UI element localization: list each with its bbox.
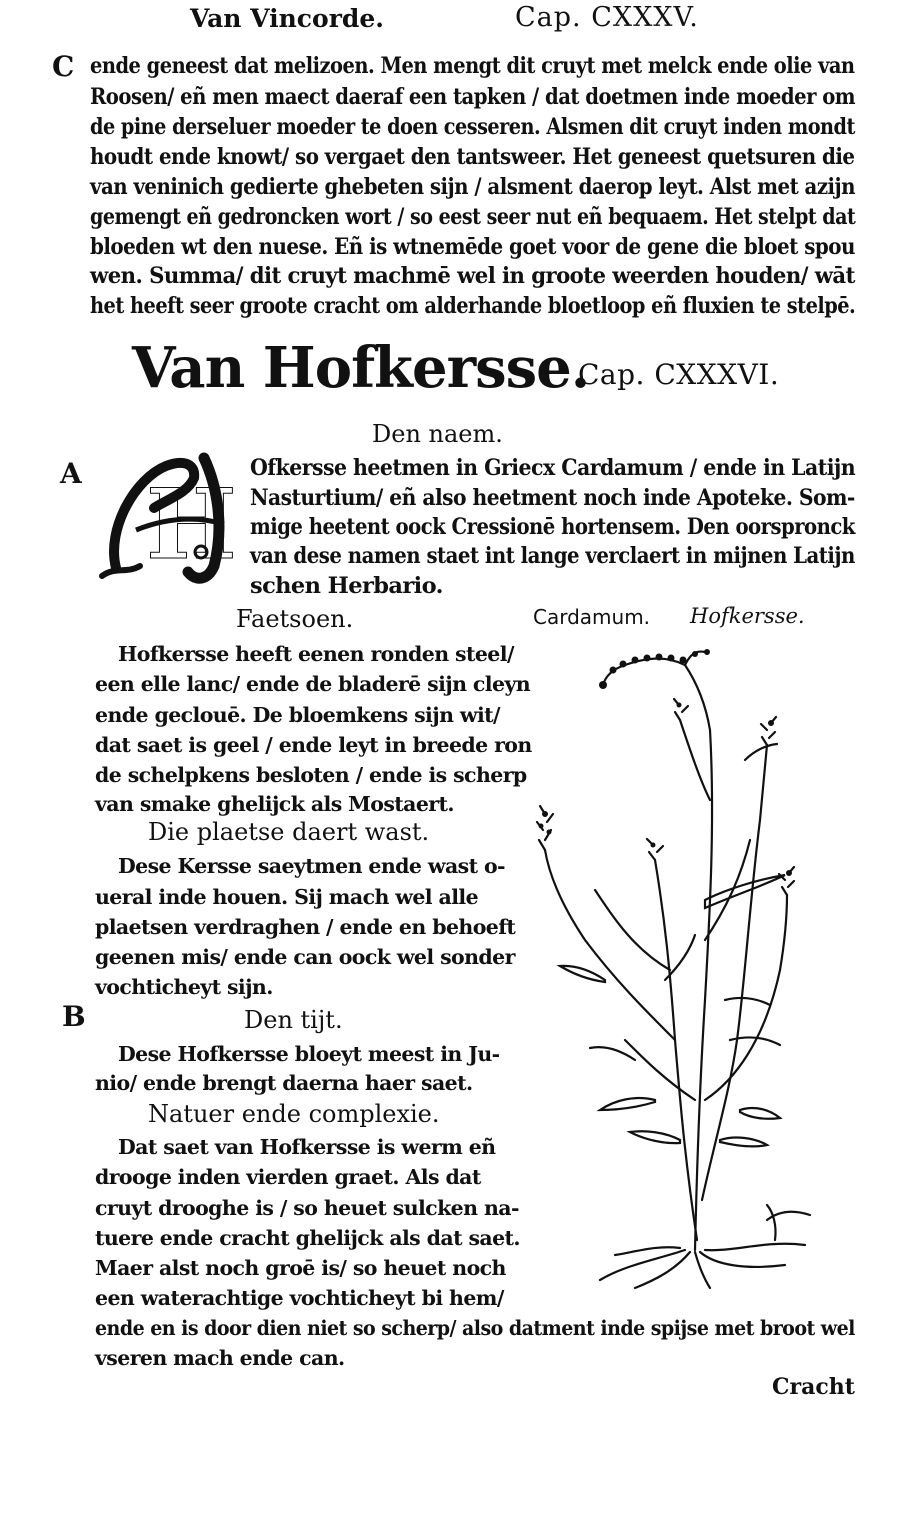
text-line: van veninich gedierte ghebeten sijn / alsment daerop leyt. Alst met azijn <box>90 174 856 200</box>
text-line: geenen mis/ ende can oock wel sonder <box>95 945 515 969</box>
text-line: wen. Summa/ dit cruyt machmē wel in groote weerden houden/ wāt <box>90 263 855 289</box>
running-head-left: Van Vincorde. <box>190 4 384 33</box>
text-line: vseren mach ende can. <box>95 1346 345 1370</box>
margin-marker-a: A <box>60 457 82 490</box>
text-line: mige heetent oock Cressionē hortensem. Den oorspronck <box>250 514 855 540</box>
margin-marker-c: C <box>52 50 75 83</box>
text-line: Hofkersse heeft eenen ronden steel/ <box>118 642 514 666</box>
figure-caption-dutch: Hofkersse. <box>690 604 805 628</box>
catchword: Cracht <box>772 1374 855 1400</box>
text-line: van smake ghelijck als Mostaert. <box>95 792 454 816</box>
figure-caption-latin: Cardamum. <box>533 605 651 629</box>
text-line: Dat saet van Hofkersse is werm eñ <box>118 1135 496 1159</box>
section-heading-den-naem: Den naem. <box>372 420 503 448</box>
text-line: het heeft seer groote cracht om alderhande bloetloop eñ fluxien te stelpē. <box>90 293 856 319</box>
hofkersse-woodcut-illustration <box>505 640 835 1290</box>
text-line: cruyt drooghe is / so heuet sulcken na- <box>95 1196 519 1220</box>
text-line: van dese namen staet int lange verclaert in mijnen Latijn <box>250 543 855 569</box>
text-line: Dese Hofkersse bloeyt meest in Ju- <box>118 1042 500 1066</box>
text-line: dat saet is geel / ende leyt in breede ron <box>95 733 532 757</box>
margin-marker-b: B <box>62 1000 86 1033</box>
section-heading-faetsoen: Faetsoen. <box>236 605 354 633</box>
text-line: nio/ ende brengt daerna haer saet. <box>95 1071 473 1095</box>
text-line: ende en is door dien niet so scherp/ also datment inde spijse met broot wel <box>95 1316 855 1340</box>
text-line: ende geclouē. De bloemkens sijn wit/ <box>95 703 500 727</box>
decorated-initial <box>96 448 246 588</box>
section-heading-natuer: Natuer ende complexie. <box>148 1100 440 1128</box>
text-line: vochticheyt sijn. <box>95 975 273 999</box>
text-line: schen Herbario. <box>250 573 443 599</box>
running-head-right: Cap. CXXXV. <box>515 2 699 33</box>
text-line: houdt ende knowt/ so vergaet den tantsweer. Het geneest quetsuren die <box>90 144 855 170</box>
text-line: ueral inde houen. Sij mach wel alle <box>95 885 479 909</box>
text-line: Dese Kersse saeytmen ende wast o- <box>118 854 505 878</box>
text-line: plaetsen verdraghen / ende en behoeft <box>95 915 516 939</box>
text-line: Ofkersse heetmen in Griecx Cardamum / ende in Latijn <box>250 455 856 481</box>
text-line: Maer alst noch groē is/ so heuet noch <box>95 1256 506 1280</box>
text-line: een elle lanc/ ende de bladerē sijn cleyn <box>95 672 531 696</box>
text-line: tuere ende cracht ghelijck als dat saet. <box>95 1226 520 1250</box>
text-line: drooge inden vierden graet. Als dat <box>95 1165 481 1189</box>
text-line: ende geneest dat melizoen. Men mengt dit cruyt met melck ende olie van <box>90 53 855 79</box>
chapter-title: Van Hofkersse. <box>132 335 590 401</box>
initial-letter: H <box>146 468 237 581</box>
text-line: gemengt eñ gedroncken wort / so eest seer nut eñ bequaem. Het stelpt dat <box>90 204 856 230</box>
text-line: bloeden wt den nuese. Eñ is wtnemēde goet voor de gene die bloet spou <box>90 234 855 260</box>
chapter-number: Cap. CXXXVI. <box>578 358 780 391</box>
text-line: de schelpkens besloten / ende is scherp <box>95 763 527 787</box>
text-line: een waterachtige vochticheyt bi hem/ <box>95 1286 504 1310</box>
text-line: Roosen/ eñ men maect daeraf een tapken / dat doetmen inde moeder om <box>90 84 856 110</box>
text-line: Nasturtium/ eñ also heetment noch inde Apoteke. Som- <box>250 485 855 511</box>
text-line: de pine derseluer moeder te doen cesseren. Alsmen dit cruyt inden mondt <box>90 114 855 140</box>
section-heading-tijt: Den tijt. <box>244 1006 343 1034</box>
section-heading-plaetse: Die plaetse daert wast. <box>148 818 430 846</box>
